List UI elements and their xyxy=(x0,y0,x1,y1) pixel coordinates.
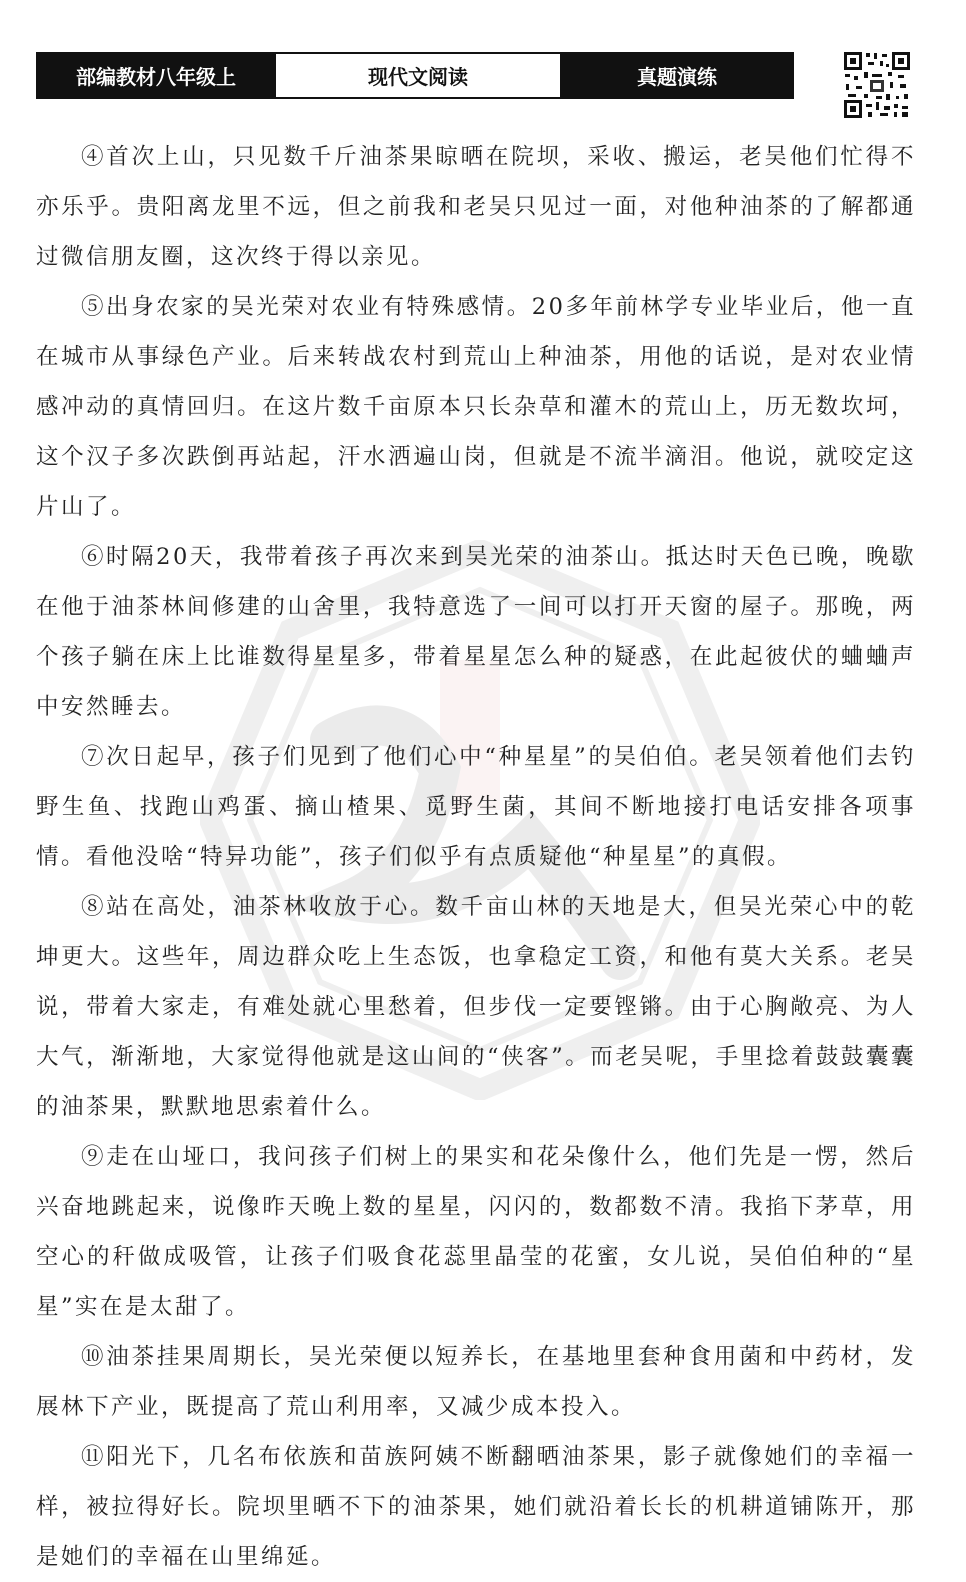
page-header xyxy=(36,52,794,99)
paragraph: ⑤出身农家的吴光荣对农业有特殊感情。20多年前林学专业毕业后，他一直在城市从事绿色产业。后来转战农村到荒山上种油茶，用他的话说，是对农业情感冲动的真情回归。在这片数千亩原本只长杂草和灌木的荒山上，历无数坎坷，这个汉子多次跌倒再站起，汗水洒遍山岗，但就是不流半滴泪。他说，就咬定这片山了。 xyxy=(36,294,916,520)
paragraph: ⑧站在高处，油茶林收放于心。数千亩山林的天地是大，但吴光荣心中的乾坤更大。这些年，周边群众吃上生态饭，也拿稳定工资，和他有莫大关系。老吴说，带着大家走，有难处就心里愁着，但步伐一定要铿锵。由于心胸敞亮、为人大气，渐渐地，大家觉得他就是这山间的“侠客”。而老吴呢，手里捻着鼓鼓囊囊的油茶果，默默地思索着什么。 xyxy=(36,894,916,1120)
paragraph: ⑨走在山垭口，我问孩子们树上的果实和花朵像什么，他们先是一愣，然后兴奋地跳起来，说像昨天晚上数的星星，闪闪的，数都数不清。我掐下茅草，用空心的秆做成吸管，让孩子们吸食花蕊里晶莹的花蜜，女儿说，吴伯伯种的“星星”实在是太甜了。 xyxy=(36,1144,916,1320)
paragraph: ⑦次日起早，孩子们见到了他们心中“种星星”的吴伯伯。老吴领着他们去钓野生鱼、找跑山鸡蛋、摘山楂果、觅野生菌，其间不断地接打电话安排各项事情。看他没啥“特异功能”，孩子们似乎有点质疑他“种星星”的真假。 xyxy=(36,744,916,870)
header-grade-label: 部编教材八年级上 xyxy=(38,54,274,97)
header-practice-label: 真题演练 xyxy=(562,54,792,97)
article-body xyxy=(36,132,916,1582)
paragraph: ⑥时隔20天，我带着孩子再次来到吴光荣的油茶山。抵达时天色已晚，晚歇在他于油茶林间修建的山舍里，我特意选了一间可以打开天窗的屋子。那晚，两个孩子躺在床上比谁数得星星多，带着星星怎么种的疑惑，在此起彼伏的蛐蛐声中安然睡去。 xyxy=(36,544,916,720)
paragraph: ⑩油茶挂果周期长，吴光荣便以短养长，在基地里套种食用菌和中药材，发展林下产业，既提高了荒山利用率，又减少成本投入。 xyxy=(36,1344,916,1420)
header-section-label: 现代文阅读 xyxy=(274,54,562,97)
qr-code-icon xyxy=(842,50,912,120)
paragraph: ⑪阳光下，几名布依族和苗族阿姨不断翻晒油茶果，影子就像她们的幸福一样，被拉得好长。院坝里晒不下的油茶果，她们就沿着长长的机耕道铺陈开，那是她们的幸福在山里绵延。 xyxy=(36,1444,916,1570)
paragraph: ④首次上山，只见数千斤油茶果晾晒在院坝，采收、搬运，老吴他们忙得不亦乐乎。贵阳离龙里不远，但之前我和老吴只见过一面，对他种油茶的了解都通过微信朋友圈，这次终于得以亲见。 xyxy=(36,144,916,270)
